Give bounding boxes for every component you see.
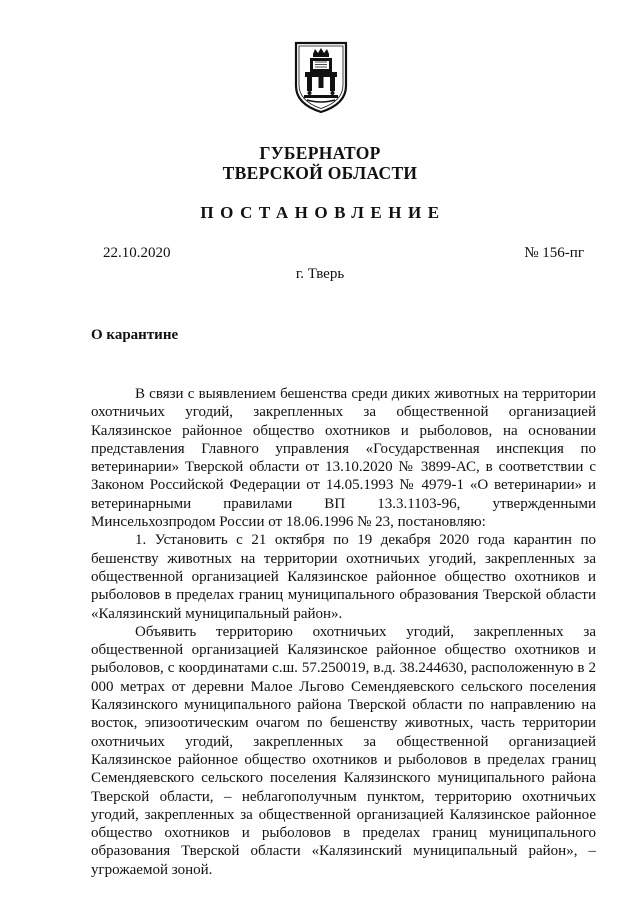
document-city: г. Тверь — [295, 266, 345, 282]
issuer-title: ГУБЕРНАТОР — [259, 143, 381, 163]
document-subject: О карантине — [91, 327, 179, 343]
issuer-region: ТВЕРСКОЙ ОБЛАСТИ — [222, 163, 418, 183]
document-date: 22.10.2020 — [103, 245, 171, 261]
document-type: ПОСТАНОВЛЕНИЕ — [200, 203, 446, 222]
document-number: № 156-пг — [524, 245, 584, 261]
document-body — [91, 385, 596, 879]
body-paragraph: Объявить территорию охотничьих угодий, закрепленных за общественной организацией Калязинское районное общество охотников и рыболовов, с координатами с.ш. 57.250019, в.д. 38.244630, расположенную в 2 000 метрах от деревни Малое Льгово Семендяевского сельского поселения Калязинского муниципального района Тверской области по направлению на восток, эпизоотическим очагом по бешенству животных, часть территории охотничьих угодий, закрепленных за общественной организацией Калязинское районное общество охотников и рыболовов в пределах границ Семендяевского сельского поселения Калязинского муниципального района Тверской области, – неблагополучным пунктом, территорию охотничьих угодий, закрепленных за общественной организацией Калязинское районное общество охотников и рыболовов в пределах границ муниципального образования Тверской области «Калязинский муниципальный район», – угрожаемой зоной. — [91, 623, 596, 878]
tver-coat-of-arms-icon — [293, 40, 349, 114]
body-paragraph: 1. Установить с 21 октября по 19 декабря 2020 года карантин по бешенству животных на территории охотничьих угодий, закрепленных за общественной организацией Калязинское районное общество охотников и рыболовов в пределах границ муниципального образования Тверской области «Калязинский муниципальный район». — [91, 532, 596, 622]
body-paragraph: В связи с выявлением бешенства среди диких животных на территории охотничьих угодий, закрепленных за общественной организацией Калязинское районное общество охотников и рыболовов, на основании представления Главного управления «Государственная инспекция по ветеринарии» Тверской области от 13.10.2020 № 3899-АС, в соответствии с Законом Российской Федерации от 14.05.1993 № 4979-1 «О ветеринарии» и ветеринарными правилами ВП 13.3.1103-96, утвержденными Минсельхозпродом России от 18.06.1996 № 23, постановляю: — [91, 386, 596, 531]
